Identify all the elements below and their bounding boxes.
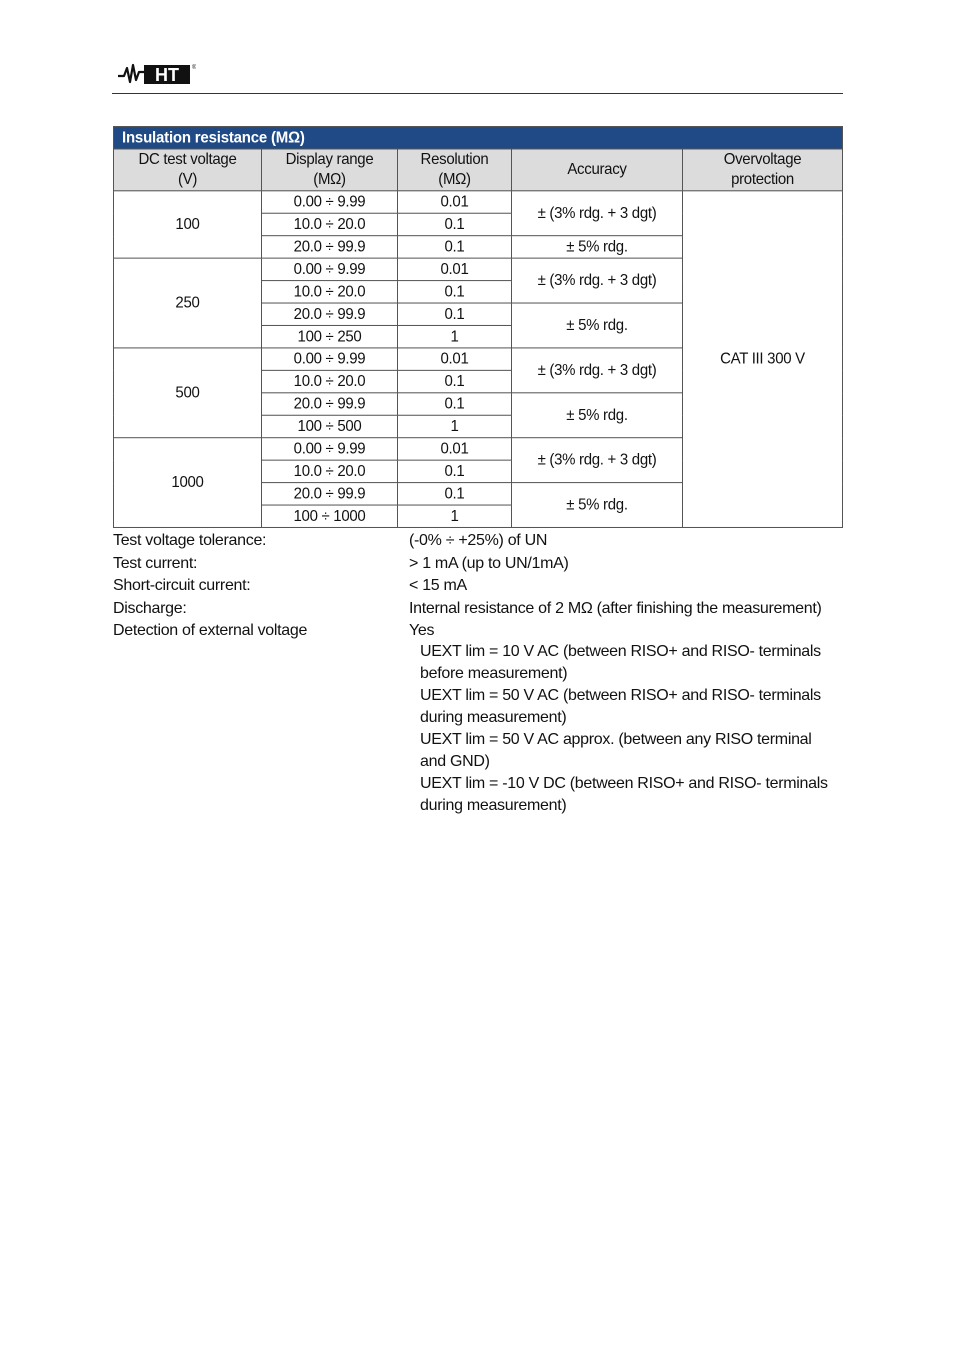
param-label: Discharge: xyxy=(113,599,187,617)
display-range-cell: 0.00 ÷ 9.99 xyxy=(262,258,398,280)
display-range-cell: 100 ÷ 500 xyxy=(262,415,398,437)
display-range-cell: 20.0 ÷ 99.9 xyxy=(262,393,398,415)
ht-logo xyxy=(116,60,196,88)
display-range-cell: 20.0 ÷ 99.9 xyxy=(262,483,398,505)
note-line: UEXT lim = -10 V DC (between RISO+ and RISO- terminals xyxy=(420,775,828,792)
param-row xyxy=(113,530,853,552)
display-range-cell: 0.00 ÷ 9.99 xyxy=(262,191,398,213)
param-label: Test current: xyxy=(113,554,198,572)
table-title: Insulation resistance (MΩ) xyxy=(114,127,843,149)
column-header-line: Resolution xyxy=(420,150,489,168)
resolution-cell: 0.1 xyxy=(398,236,512,258)
resolution-cell: 0.1 xyxy=(398,213,512,235)
column-header-line: DC test voltage xyxy=(138,150,237,168)
column-header-line: (MΩ) xyxy=(313,170,346,189)
note-line: before measurement) xyxy=(420,665,568,682)
note-item xyxy=(420,685,850,729)
note-line: and GND) xyxy=(420,753,490,770)
param-value: > 1 mA (up to UN/1mA) xyxy=(409,554,569,572)
param-row xyxy=(113,620,853,642)
resolution-cell: 0.01 xyxy=(398,438,512,460)
param-row xyxy=(113,598,853,620)
param-value: Yes xyxy=(409,622,435,639)
resolution-cell: 0.01 xyxy=(398,348,512,370)
note-item xyxy=(420,641,850,685)
display-range-cell: 10.0 ÷ 20.0 xyxy=(262,213,398,235)
resolution-cell: 0.1 xyxy=(398,281,512,303)
accuracy-cell: ± 5% rdg. xyxy=(512,236,683,258)
param-value: (-0% ÷ +25%) of UN xyxy=(409,532,548,549)
accuracy-cell: ± 5% rdg. xyxy=(512,303,683,348)
note-line: UEXT lim = 10 V AC (between RISO+ and RISO- terminals xyxy=(420,643,821,660)
param-label: Short-circuit current: xyxy=(113,577,251,594)
accuracy-cell: ± (3% rdg. + 3 dgt) xyxy=(512,348,683,393)
overvoltage-cell: CAT III 300 V xyxy=(683,191,843,528)
column-header-line: Overvoltage xyxy=(723,150,802,168)
resolution-cell: 1 xyxy=(398,325,512,347)
note-line: UEXT lim = 50 V AC (between RISO+ and RISO- terminals xyxy=(420,687,821,704)
resolution-cell: 0.01 xyxy=(398,191,512,213)
accuracy-cell: ± (3% rdg. + 3 dgt) xyxy=(512,191,683,236)
test-voltage-cell: 500 xyxy=(114,348,262,438)
display-range-cell: 100 ÷ 250 xyxy=(262,325,398,347)
logo-text: HT xyxy=(155,65,179,85)
resolution-cell: 0.1 xyxy=(398,460,512,482)
display-range-cell: 10.0 ÷ 20.0 xyxy=(262,370,398,392)
note-line: during measurement) xyxy=(420,797,567,814)
test-voltage-cell: 100 xyxy=(114,191,262,258)
param-value: < 15 mA xyxy=(409,577,467,594)
display-range-cell: 20.0 ÷ 99.9 xyxy=(262,236,398,258)
resolution-cell: 1 xyxy=(398,415,512,437)
param-row xyxy=(113,575,853,597)
resolution-cell: 0.1 xyxy=(398,370,512,392)
accuracy-cell: ± (3% rdg. + 3 dgt) xyxy=(512,438,683,483)
param-label: Detection of external voltage xyxy=(113,622,308,639)
display-range-cell: 0.00 ÷ 9.99 xyxy=(262,348,398,370)
svg-text:®: ® xyxy=(192,65,196,71)
column-header xyxy=(398,149,512,191)
test-voltage-cell: 250 xyxy=(114,258,262,348)
accuracy-cell: ± 5% rdg. xyxy=(512,393,683,438)
column-header-line: (MΩ) xyxy=(438,170,471,189)
display-range-cell: 10.0 ÷ 20.0 xyxy=(262,281,398,303)
test-voltage-cell: 1000 xyxy=(114,438,262,528)
display-range-cell: 10.0 ÷ 20.0 xyxy=(262,460,398,482)
column-header xyxy=(114,149,262,191)
param-row xyxy=(113,553,853,575)
column-header-line: Display range xyxy=(285,150,374,168)
resolution-cell: 0.1 xyxy=(398,483,512,505)
column-header xyxy=(683,149,843,191)
resolution-cell: 1 xyxy=(398,505,512,527)
note-line: during measurement) xyxy=(420,709,567,726)
display-range-cell: 100 ÷ 1000 xyxy=(262,505,398,527)
column-header xyxy=(262,149,398,191)
column-header-line: protection xyxy=(731,170,794,189)
param-label: Test voltage tolerance: xyxy=(113,532,267,549)
param-value: Internal resistance of 2 MΩ (after finishing the measurement) xyxy=(409,599,822,617)
resolution-cell: 0.1 xyxy=(398,303,512,325)
display-range-cell: 0.00 ÷ 9.99 xyxy=(262,438,398,460)
column-header-line: (V) xyxy=(177,170,198,189)
note-item xyxy=(420,729,850,773)
note-line: UEXT lim = 50 V AC approx. (between any RISO terminal xyxy=(420,731,812,748)
table-row xyxy=(114,191,843,213)
accuracy-cell: ± (3% rdg. + 3 dgt) xyxy=(512,258,683,303)
header-rule xyxy=(112,93,843,94)
column-header-line: Accuracy xyxy=(567,160,627,179)
accuracy-cell: ± 5% rdg. xyxy=(512,483,683,528)
resolution-cell: 0.1 xyxy=(398,393,512,415)
external-voltage-notes xyxy=(420,641,850,817)
column-header xyxy=(512,149,683,191)
insulation-spec-table xyxy=(113,126,843,528)
resolution-cell: 0.01 xyxy=(398,258,512,280)
display-range-cell: 20.0 ÷ 99.9 xyxy=(262,303,398,325)
note-item xyxy=(420,773,850,817)
